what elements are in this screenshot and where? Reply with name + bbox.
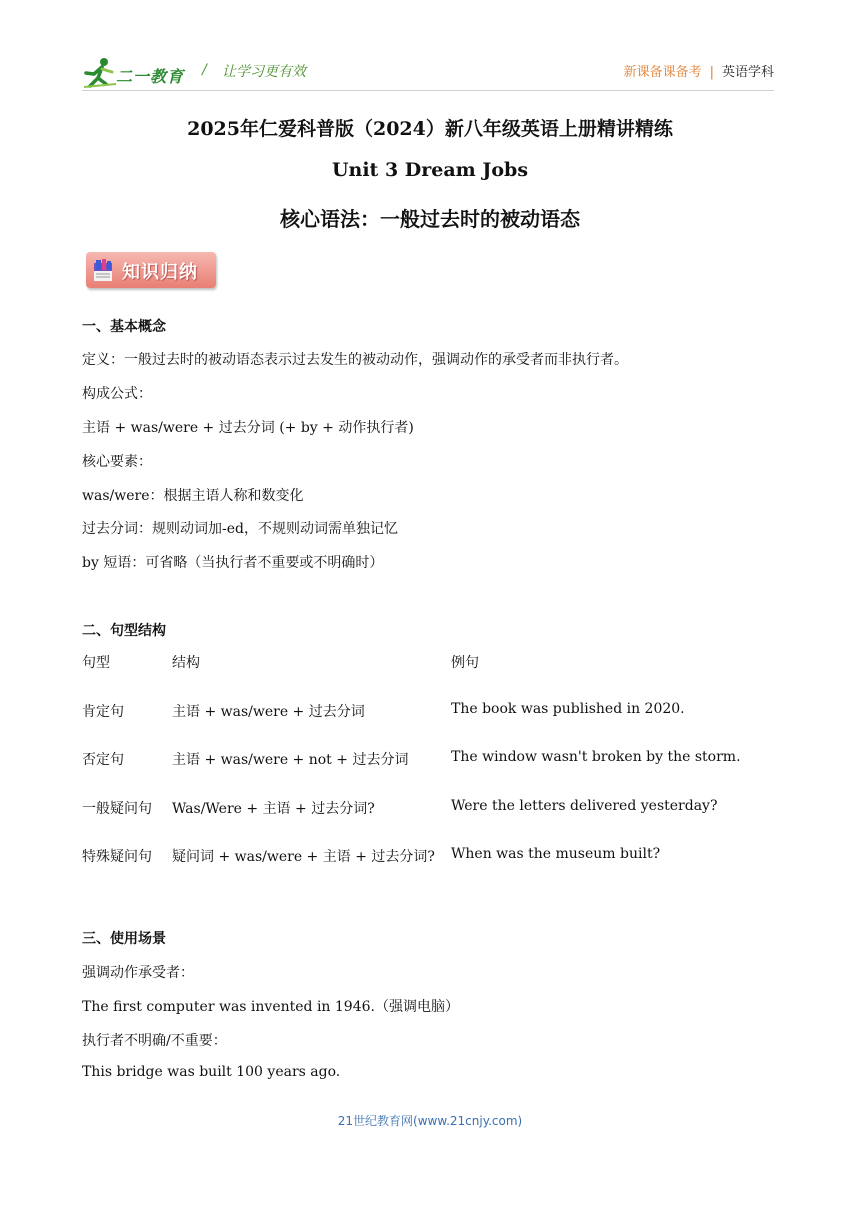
definition-text: 定义：一般过去时的被动语态表示过去发生的被动动作，强调动作的承受者而非执行者。	[82, 352, 628, 368]
logo	[82, 56, 190, 90]
knowledge-summary-badge	[86, 252, 216, 288]
header-divider	[82, 90, 774, 91]
column-header: 句型	[82, 655, 110, 671]
sentence-type: 特殊疑问句	[82, 849, 152, 865]
sentence-structure-table	[82, 652, 782, 895]
structure: Was/Were + 主语 + 过去分词?	[172, 800, 375, 817]
scene-doer-unknown-label: 执行者不明确/不重要：	[82, 1033, 227, 1049]
section-heading-sentence-structure: 二、句型结构	[82, 623, 166, 639]
column-header: 结构	[172, 655, 200, 671]
grammar-title: 核心语法：一般过去时的被动语态	[280, 207, 580, 231]
scene-doer-unknown-example: This bridge was built 100 years ago.	[82, 1064, 341, 1080]
sentence-type: 肯定句	[82, 703, 124, 720]
elements-label: 核心要素：	[82, 454, 152, 470]
section-heading-usage-scenarios: 三、使用场景	[82, 931, 166, 947]
example-sentence: The window wasn't broken by the storm.	[451, 749, 741, 765]
structure: 主语 + was/were + not + 过去分词	[172, 752, 409, 768]
example-sentence: The book was published in 2020.	[451, 700, 685, 717]
element-was-were: was/were：根据主语人称和数变化	[82, 488, 304, 504]
example-sentence: When was the museum built?	[451, 846, 661, 862]
formula-text: 主语 + was/were + 过去分词 (+ by + 动作执行者)	[82, 420, 414, 436]
book-icon	[92, 257, 114, 283]
table-row	[82, 798, 782, 847]
table-row	[82, 701, 782, 750]
header-right	[624, 61, 774, 80]
brand-tagline: 新课备课备考	[623, 65, 702, 80]
table-row	[82, 749, 782, 798]
badge-label: 知识归纳	[122, 262, 198, 283]
scene-receiver-label: 强调动作承受者：	[82, 965, 194, 981]
scene-receiver-example: The first computer was invented in 1946.（强调电脑）	[82, 999, 459, 1015]
slogan: 让学习更有效	[222, 64, 306, 80]
document-title: 2025年仁爱科普版（2024）新八年级英语上册精讲精练	[187, 118, 673, 140]
sentence-type: 一般疑问句	[82, 800, 152, 817]
example-sentence: Were the letters delivered yesterday?	[451, 797, 718, 814]
page-header	[82, 50, 774, 94]
section-heading-basic-concept: 一、基本概念	[82, 319, 166, 335]
structure: 主语 + was/were + 过去分词	[172, 703, 365, 720]
table-row	[82, 846, 782, 895]
subject-label: 英语学科	[721, 65, 774, 80]
formula-label: 构成公式：	[82, 386, 152, 402]
element-past-participle: 过去分词：规则动词加-ed，不规则动词需单独记忆	[82, 521, 398, 537]
sentence-type: 否定句	[82, 752, 124, 768]
structure: 疑问词 + was/were + 主语 + 过去分词?	[172, 849, 435, 865]
slogan-divider: /	[202, 62, 207, 78]
footer-source: 21世纪教育网(www.21cnjy.com)	[337, 1114, 523, 1128]
element-by-phrase: by 短语：可省略（当执行者不重要或不明确时）	[82, 555, 384, 571]
logo-text: 二一教育	[116, 67, 185, 86]
runner-logo-icon	[82, 56, 118, 90]
header-separator: |	[709, 65, 714, 80]
table-header-row	[82, 652, 782, 701]
unit-title: Unit 3 Dream Jobs	[331, 159, 529, 181]
column-header: 例句	[451, 655, 479, 671]
